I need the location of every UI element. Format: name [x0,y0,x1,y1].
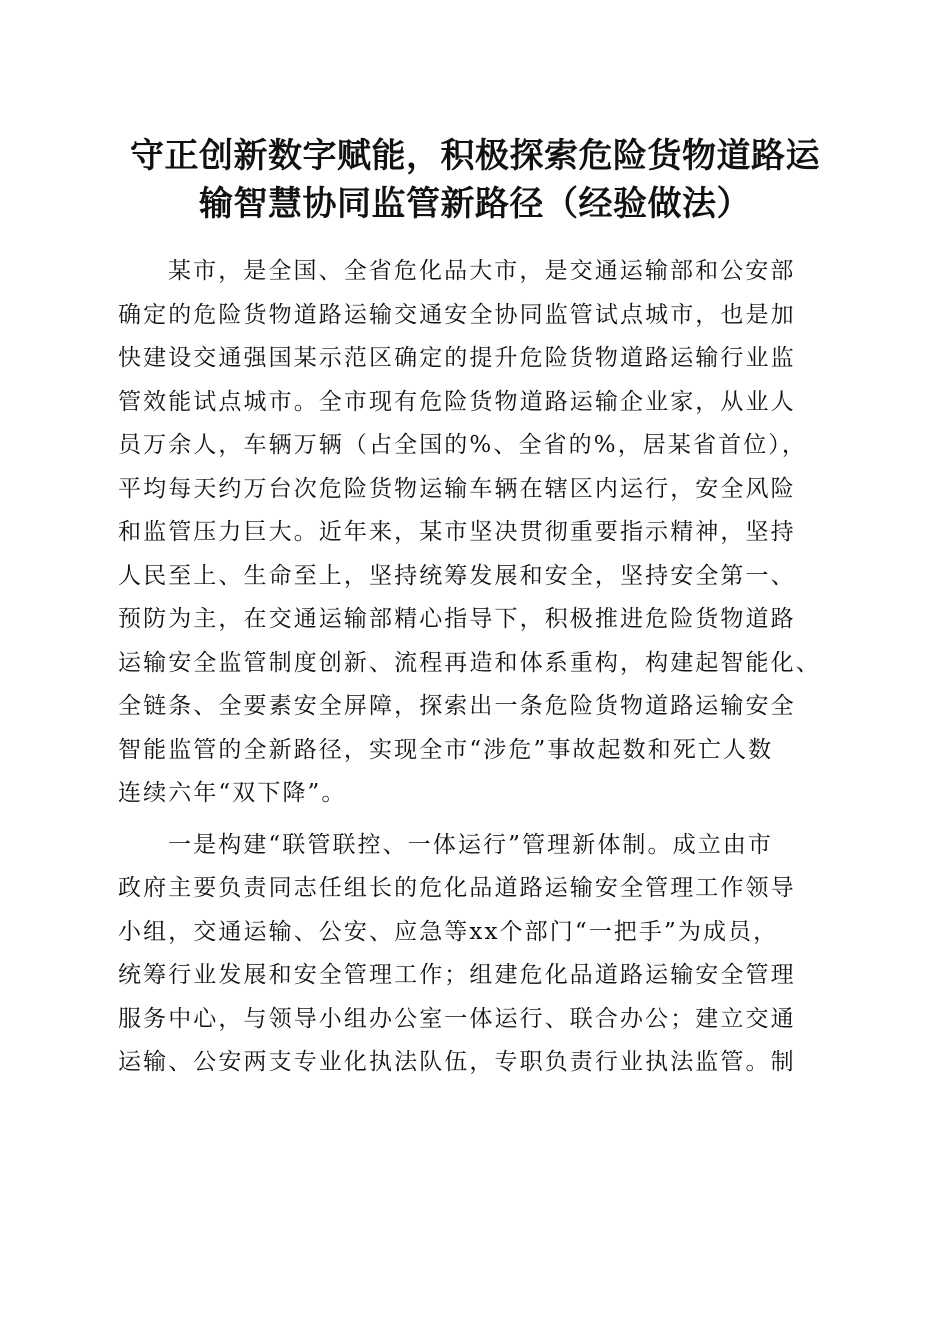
paragraph-line: 全链条、全要素安全屏障，探索出一条危险货物道路运输安全 [118,693,796,719]
document-title [100,132,850,228]
paragraph-line: 管效能试点城市。全市现有危险货物道路运输企业家，从业人 [118,388,796,415]
paragraph-line: 政府主要负责同志任组长的危化品道路运输安全管理工作领导 [118,875,796,901]
paragraph-first-measure [118,824,833,1085]
document-body [118,250,833,1085]
paragraph-gap [118,816,833,824]
paragraph-line: 运输、公安两支专业化执法队伍，专职负责行业执法监管。制 [118,1049,796,1075]
paragraph-line: 智能监管的全新路径，实现全市“涉危”事故起数和死亡人数 [118,736,774,763]
paragraph-line: 预防为主，在交通运输部精心指导下，积极推进危险货物道路 [118,606,796,632]
paragraph-line: 统筹行业发展和安全管理工作；组建危化品道路运输安全管理 [118,962,796,988]
title-line: 守正创新数字赋能，积极探索危险货物道路运 [130,136,820,176]
paragraph-line: 快建设交通强国某示范区确定的提升危险货物道路运输行业监 [118,345,796,371]
paragraph-line: 一是构建“联管联控、一体运行”管理新体制。成立由市 [168,831,774,858]
paragraph-line: 运输安全监管制度创新、流程再造和体系重构，构建起智能化、 [118,649,821,676]
paragraph-line: 平均每天约万台次危险货物运输车辆在辖区内运行，安全风险 [118,475,796,502]
paragraph-intro [118,250,833,816]
paragraph-line: 服务中心，与领导小组办公室一体运行、联合办公；建立交通 [118,1005,796,1032]
paragraph-line: 员万余人，车辆万辆（占全国的%、全省的%，居某省首位）， [118,432,808,458]
paragraph-line: 人民至上、生命至上，坚持统筹发展和安全，坚持安全第一、 [118,562,796,589]
title-line: 输智慧协同监管新路径（经验做法） [199,184,751,224]
paragraph-line: 某市，是全国、全省危化品大市，是交通运输部和公安部 [168,258,796,284]
paragraph-line: 小组，交通运输、公安、应急等xx个部门“一把手”为成员， [118,918,779,945]
paragraph-line: 连续六年“双下降”。 [118,780,347,806]
paragraph-line: 和监管压力巨大。近年来，某市坚决贯彻重要指示精神，坚持 [118,519,796,545]
paragraph-line: 确定的危险货物道路运输交通安全协同监管试点城市，也是加 [118,301,796,328]
